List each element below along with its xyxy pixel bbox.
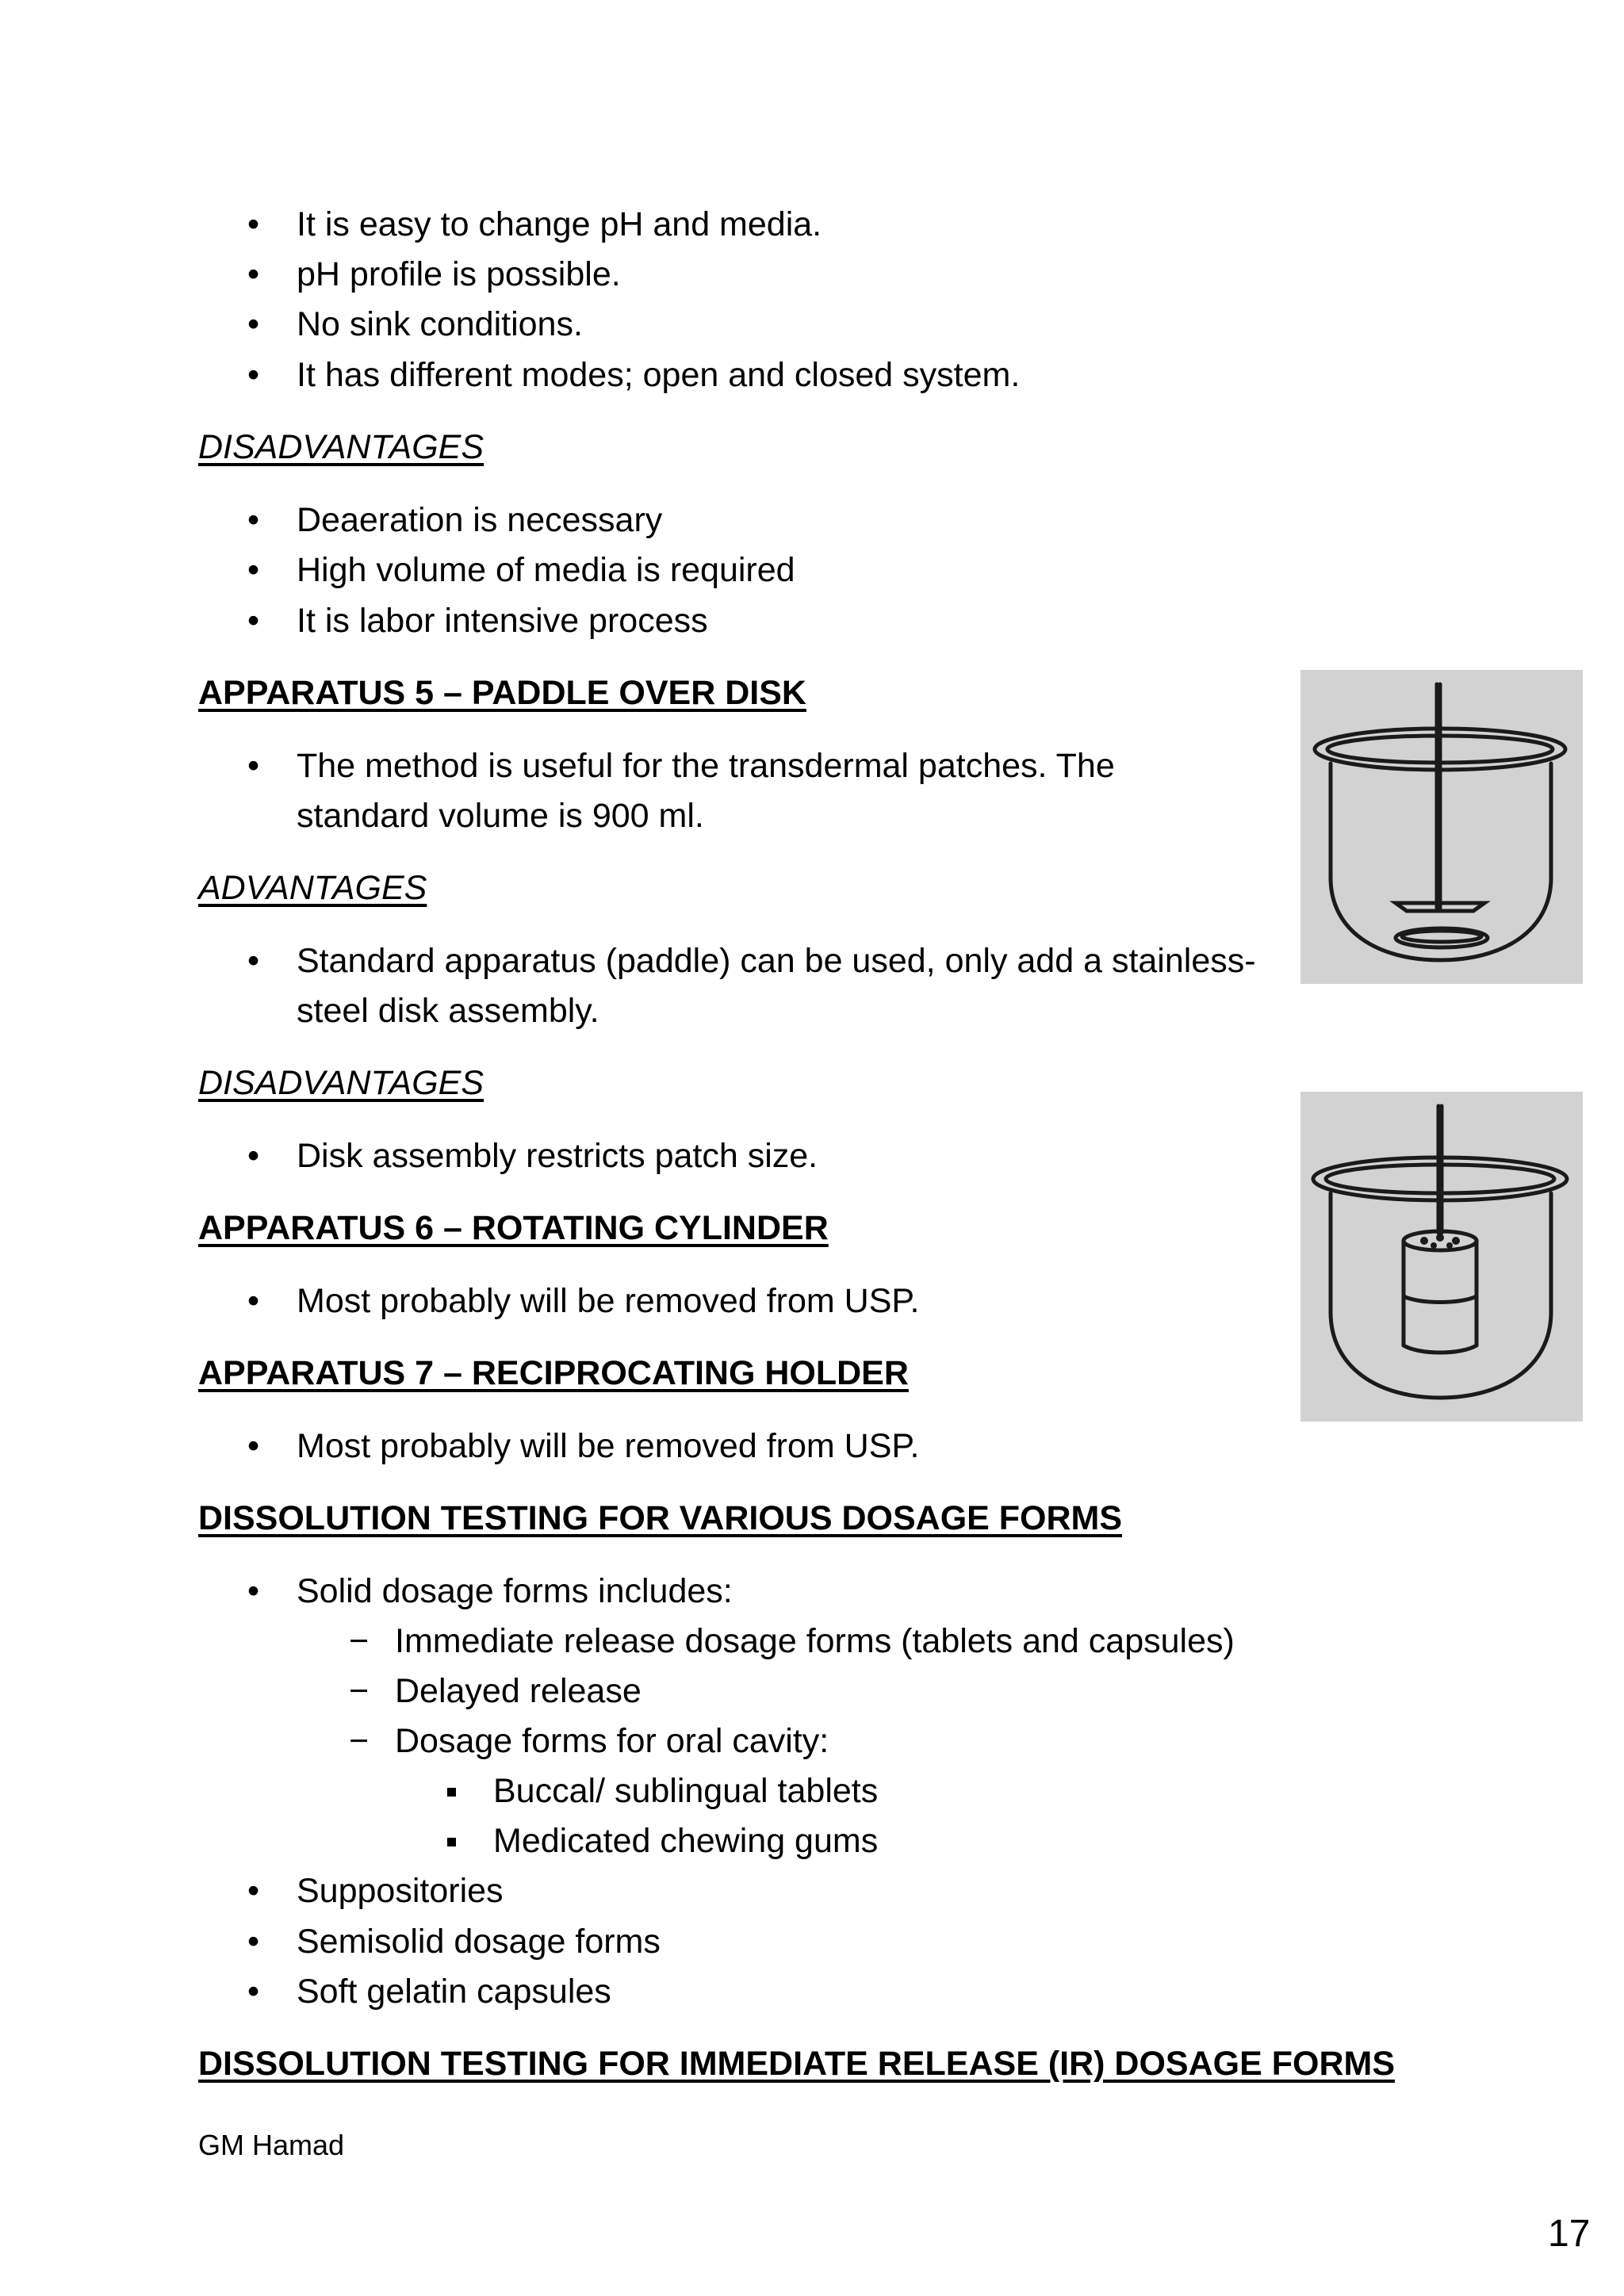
list-item: • Standard apparatus (paddle) can be used, only add a stainless- [297,936,1256,986]
apparatus6-heading: APPARATUS 6 – ROTATING CYLINDER [198,1209,829,1247]
list-item: • Semisolid dosage forms [297,1917,661,1967]
paddle-over-disk-figure [1300,670,1583,984]
sub-list-item: − Dosage forms for oral cavity: [395,1716,829,1766]
advantages-heading: ADVANTAGES [198,869,427,907]
list-item: • The method is useful for the transdermal patches. The [297,741,1115,791]
list-item: • Suppositories [297,1866,504,1916]
apparatus7-heading: APPARATUS 7 – RECIPROCATING HOLDER [198,1354,909,1392]
sub-sub-list-item: Medicated chewing gums [493,1816,878,1866]
list-item: • High volume of media is required [297,545,795,595]
paddle-over-disk-diagram-icon [1300,670,1583,984]
rotating-cylinder-figure [1300,1092,1583,1422]
apparatus5-heading: APPARATUS 5 – PADDLE OVER DISK [198,674,806,712]
sub-list-item: − Delayed release [395,1667,642,1716]
footer-author: GM Hamad [198,2129,345,2161]
sub-sub-list-item: Buccal/ sublingual tablets [493,1766,878,1816]
dosage-forms-heading: DISSOLUTION TESTING FOR VARIOUS DOSAGE FORMS [198,1499,1123,1537]
list-item: • It has different modes; open and closed system. [297,350,1020,400]
list-item: • Deaeration is necessary [297,496,662,545]
list-item: • Soft gelatin capsules [297,1967,611,2017]
sub-list-item: − Immediate release dosage forms (tablets and capsules) [395,1617,1235,1667]
ir-heading: DISSOLUTION TESTING FOR IMMEDIATE RELEASE (IR) DOSAGE FORMS [198,2045,1396,2083]
list-item: • It is easy to change pH and media. [297,200,822,250]
list-item: • Disk assembly restricts patch size. [297,1131,818,1181]
list-item-continuation: standard volume is 900 ml. [297,797,704,835]
rotating-cylinder-diagram-icon [1300,1092,1583,1422]
list-item: • Most probably will be removed from USP. [297,1276,919,1326]
list-item-continuation: steel disk assembly. [297,992,599,1030]
list-item: • No sink conditions. [297,300,583,350]
list-item: • Solid dosage forms includes: [297,1567,733,1617]
list-item: • pH profile is possible. [297,250,621,300]
list-item: • Most probably will be removed from USP. [297,1422,919,1471]
list-item: • It is labor intensive process [297,596,708,646]
disadvantages-heading: DISADVANTAGES [198,428,485,466]
disadvantages-heading: DISADVANTAGES [198,1064,485,1102]
page-number: 17 [1548,2213,1591,2255]
